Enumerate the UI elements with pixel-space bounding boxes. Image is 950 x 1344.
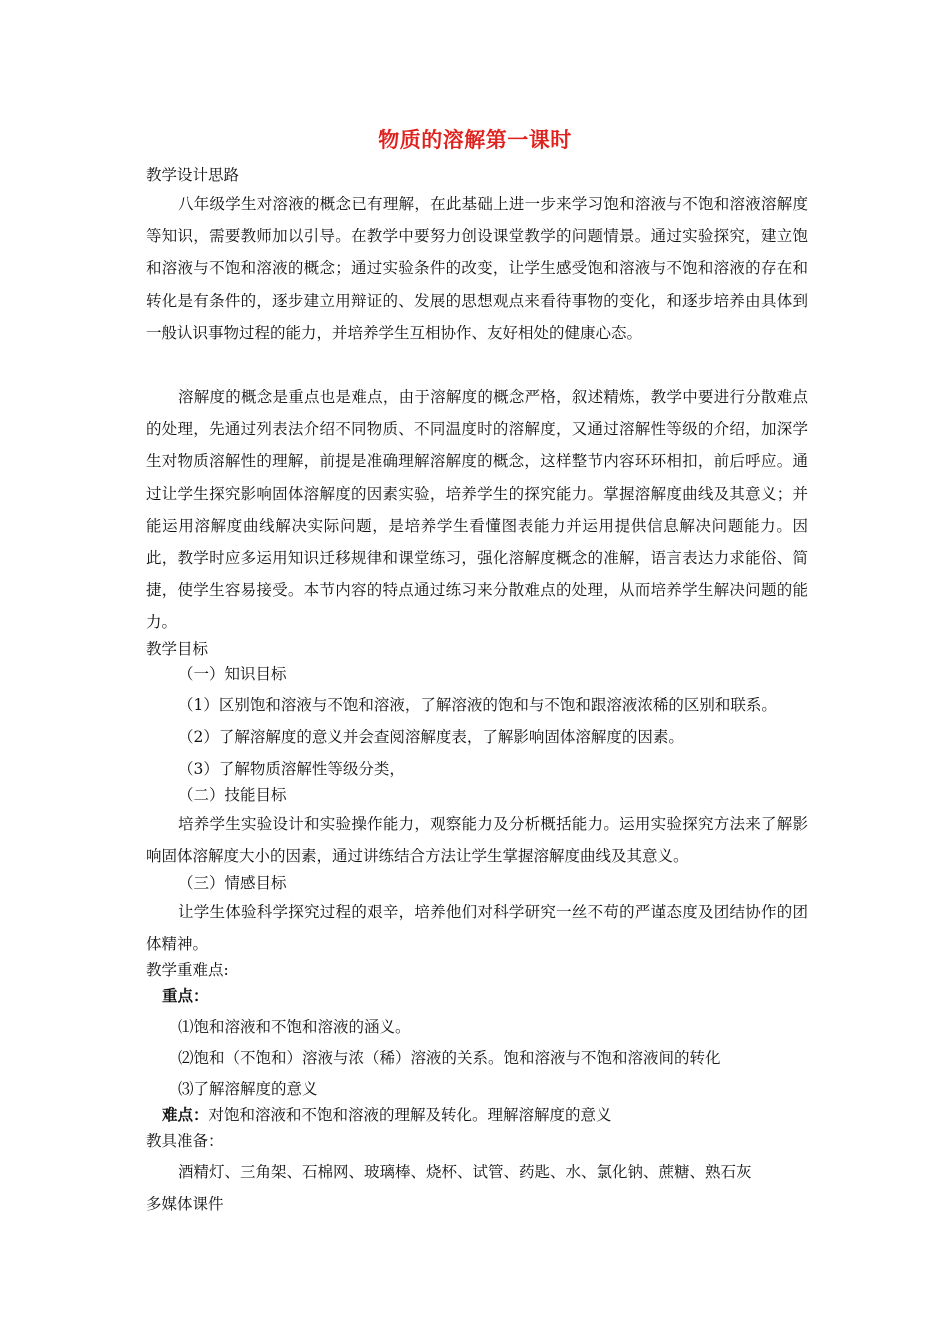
difficult-point-label: 难点： <box>162 1106 209 1124</box>
knowledge-goal-heading: （一）知识目标 <box>178 665 287 683</box>
skill-goal-heading: （二）技能目标 <box>178 786 287 804</box>
equipment-multimedia: 多媒体课件 <box>146 1195 224 1213</box>
key-point-1: ⑴饱和溶液和不饱和溶液的涵义。 <box>178 1018 411 1036</box>
key-point-2: ⑵饱和（不饱和）溶液与浓（稀）溶液的关系。饱和溶液与不饱和溶液间的转化 <box>178 1049 721 1067</box>
design-paragraph-2: 溶解度的概念是重点也是难点，由于溶解度的概念严格，叙述精炼，教学中要进行分散难点的处理，先通过列表法介绍不同物质、不同温度时的溶解度，又通过溶解性等级的介绍，加深学生对物质溶解性的理解，前提是准确理解溶解度的概念，这样整节内容环环相扣，前后呼应。通过让学生探究影响固体溶解度的因素实验，培养学生的探究能力。掌握溶解度曲线及其意义；并能运用溶解度曲线解决实际问题，是培养学生看懂图表能力并运用提供信息解决问题能力。因此，教学时应多运用知识迁移规律和课堂练习，强化溶解度概念的准解，语言表达力求能俗、简捷，使学生容易接受。本节内容的特点通过练习来分散难点的处理，从而培养学生解决问题的能力。 <box>146 388 808 632</box>
key-point-3: ⑶了解溶解度的意义 <box>178 1080 318 1098</box>
knowledge-goal-3: （3）了解物质溶解性等级分类， <box>178 760 405 778</box>
key-point-label: 重点： <box>162 987 209 1005</box>
section-heading-equipment: 教具准备： <box>146 1132 224 1150</box>
section-heading-keypoints: 教学重难点: <box>146 961 229 979</box>
emotion-goal-heading: （三）情感目标 <box>178 874 287 892</box>
knowledge-goal-1: （1）区别饱和溶液与不饱和溶液，了解溶液的饱和与不饱和跟溶液浓稀的区别和联系。 <box>178 696 777 714</box>
equipment-list: 酒精灯、三角架、石棉网、玻璃棒、烧杯、试管、药匙、水、氯化钠、蔗糖、熟石灰 <box>178 1163 752 1181</box>
section-heading-goals: 教学目标 <box>146 640 209 658</box>
emotion-goal-text: 让学生体验科学探究过程的艰辛，培养他们对科学研究一丝不苟的严谨态度及团结协作的团体精神。 <box>146 903 808 954</box>
knowledge-goal-2: （2）了解溶解度的意义并会查阅溶解度表，了解影响固体溶解度的因素。 <box>178 728 684 746</box>
document-title: 物质的溶解第一课时 <box>378 128 572 152</box>
difficult-point-line <box>162 1103 612 1125</box>
difficult-point-text: 对饱和溶液和不饱和溶液的理解及转化。理解溶解度的意义 <box>208 1106 612 1124</box>
section-heading-design: 教学设计思路 <box>146 166 240 184</box>
skill-goal-text: 培养学生实验设计和实验操作能力，观察能力及分析概括能力。运用实验探究方法来了解影响固体溶解度大小的因素，通过讲练结合方法让学生掌握溶解度曲线及其意义。 <box>146 815 808 866</box>
design-paragraph-1: 八年级学生对溶液的概念已有理解，在此基础上进一步来学习饱和溶液与不饱和溶液溶解度等知识，需要教师加以引导。在教学中要努力创设课堂教学的问题情景。通过实验探究，建立饱和溶液与不饱和溶液的概念；通过实验条件的改变，让学生感受饱和溶液与不饱和溶液的存在和转化是有条件的，逐步建立用辩证的、发展的思想观点来看待事物的变化，和逐步培养由具体到一般认识事物过程的能力，并培养学生互相协作、友好相处的健康心态。 <box>146 195 808 342</box>
